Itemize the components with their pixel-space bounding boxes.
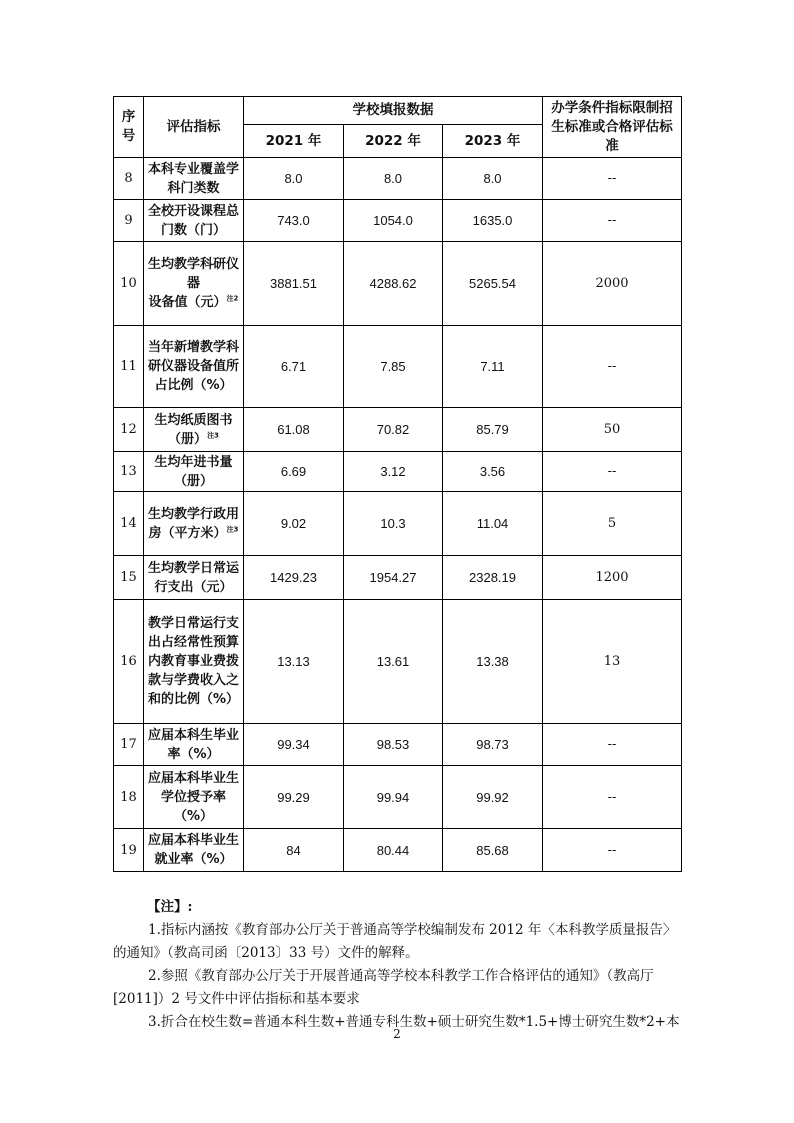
table-row — [114, 408, 682, 452]
table-row — [114, 724, 682, 766]
value-2023: 99.92 — [443, 766, 543, 829]
value-2021: 99.34 — [244, 724, 344, 766]
row-index: 9 — [114, 200, 144, 242]
row-indicator: 应届本科生毕业率（%） — [144, 724, 244, 766]
value-2021: 3881.51 — [244, 242, 344, 326]
header-seq: 序号 — [114, 97, 144, 158]
value-2023: 5265.54 — [443, 242, 543, 326]
value-2023: 13.38 — [443, 600, 543, 724]
row-standard: -- — [543, 766, 682, 829]
row-index: 11 — [114, 326, 144, 408]
row-indicator — [144, 492, 244, 556]
footnote-marker: 注2 — [226, 294, 239, 303]
table-row — [114, 242, 682, 326]
row-standard: -- — [543, 829, 682, 872]
header-standard: 办学条件指标限制招生标准或合格评估标准 — [543, 97, 682, 158]
row-index: 13 — [114, 452, 144, 492]
value-2023: 85.68 — [443, 829, 543, 872]
row-index: 14 — [114, 492, 144, 556]
value-2023: 8.0 — [443, 158, 543, 200]
notes-heading: 【注】: — [147, 899, 193, 915]
row-standard: 2000 — [543, 242, 682, 326]
table-row — [114, 326, 682, 408]
row-index: 18 — [114, 766, 144, 829]
row-standard: -- — [543, 724, 682, 766]
value-2023: 2328.19 — [443, 556, 543, 600]
value-2022: 98.53 — [344, 724, 443, 766]
value-2023: 3.56 — [443, 452, 543, 492]
value-2022: 3.12 — [344, 452, 443, 492]
table-row — [114, 766, 682, 829]
table-row — [114, 829, 682, 872]
value-2022: 1054.0 — [344, 200, 443, 242]
value-2021: 743.0 — [244, 200, 344, 242]
row-standard: 1200 — [543, 556, 682, 600]
row-indicator: 应届本科毕业生就业率（%） — [144, 829, 244, 872]
row-indicator: 生均教学日常运行支出（元） — [144, 556, 244, 600]
header-indicator: 评估指标 — [144, 97, 244, 158]
notes-section — [113, 896, 681, 1034]
value-2021: 6.71 — [244, 326, 344, 408]
value-2021: 13.13 — [244, 600, 344, 724]
indicator-line2: 设备值（元） — [148, 295, 227, 310]
row-index: 16 — [114, 600, 144, 724]
value-2022: 70.82 — [344, 408, 443, 452]
indicator-text: 生均纸质图书（册） — [154, 412, 233, 447]
value-2023: 1635.0 — [443, 200, 543, 242]
row-indicator — [144, 408, 244, 452]
value-2022: 1954.27 — [344, 556, 443, 600]
note-item-3: 3.折合在校生数=普通本科生数+普通专科生数+硕士研究生数*1.5+博士研究生数*2+本 — [148, 1014, 680, 1030]
value-2023: 98.73 — [443, 724, 543, 766]
table-row — [114, 556, 682, 600]
table-row — [114, 600, 682, 724]
row-index: 10 — [114, 242, 144, 326]
value-2021: 9.02 — [244, 492, 344, 556]
note-item-1: 1.指标内涵按《教育部办公厅关于普通高等学校编制发布 2012 年〈本科教学质量报告〉的通知》（教高司函〔2013〕33 号）文件的解释。 — [113, 922, 677, 961]
row-standard: -- — [543, 452, 682, 492]
indicator-text: 生均教学行政用房（平方米） — [147, 506, 239, 541]
row-standard: 13 — [543, 600, 682, 724]
row-index: 15 — [114, 556, 144, 600]
value-2023: 11.04 — [443, 492, 543, 556]
value-2022: 13.61 — [344, 600, 443, 724]
row-indicator: 应届本科毕业生学位授予率（%） — [144, 766, 244, 829]
header-school-data: 学校填报数据 — [244, 97, 543, 125]
row-indicator: 本科专业覆盖学科门类数 — [144, 158, 244, 200]
footnote-marker: 注3 — [207, 431, 219, 440]
header-year-2023: 2023 年 — [443, 125, 543, 158]
row-standard: -- — [543, 200, 682, 242]
table-row — [114, 492, 682, 556]
value-2022: 99.94 — [344, 766, 443, 829]
value-2021: 1429.23 — [244, 556, 344, 600]
row-indicator — [144, 242, 244, 326]
value-2021: 8.0 — [244, 158, 344, 200]
evaluation-table — [113, 96, 682, 872]
value-2022: 8.0 — [344, 158, 443, 200]
row-index: 8 — [114, 158, 144, 200]
row-indicator: 当年新增教学科研仪器设备值所占比例（%） — [144, 326, 244, 408]
row-indicator: 教学日常运行支出占经常性预算内教育事业费拨款与学费收入之和的比例（%） — [144, 600, 244, 724]
value-2023: 7.11 — [443, 326, 543, 408]
row-index: 17 — [114, 724, 144, 766]
row-indicator: 全校开设课程总门数（门） — [144, 200, 244, 242]
value-2021: 99.29 — [244, 766, 344, 829]
value-2022: 80.44 — [344, 829, 443, 872]
value-2022: 4288.62 — [344, 242, 443, 326]
row-standard: 50 — [543, 408, 682, 452]
table-row — [114, 158, 682, 200]
header-year-2022: 2022 年 — [344, 125, 443, 158]
row-index: 12 — [114, 408, 144, 452]
table-row — [114, 200, 682, 242]
value-2022: 7.85 — [344, 326, 443, 408]
row-standard: -- — [543, 326, 682, 408]
table-row — [114, 452, 682, 492]
row-index: 19 — [114, 829, 144, 872]
value-2021: 84 — [244, 829, 344, 872]
value-2021: 6.69 — [244, 452, 344, 492]
value-2021: 61.08 — [244, 408, 344, 452]
footnote-marker: 注3 — [226, 525, 239, 534]
page-number: 2 — [393, 1027, 401, 1041]
indicator-line1: 生均教学科研仪器 — [147, 257, 239, 291]
row-indicator: 生均年进书量（册） — [144, 452, 244, 492]
value-2022: 10.3 — [344, 492, 443, 556]
value-2023: 85.79 — [443, 408, 543, 452]
row-standard: 5 — [543, 492, 682, 556]
row-standard: -- — [543, 158, 682, 200]
note-item-2: 2.参照《教育部办公厅关于开展普通高等学校本科教学工作合格评估的通知》（教高厅[2011]）2 号文件中评估指标和基本要求 — [113, 968, 654, 1007]
header-year-2021: 2021 年 — [244, 125, 344, 158]
